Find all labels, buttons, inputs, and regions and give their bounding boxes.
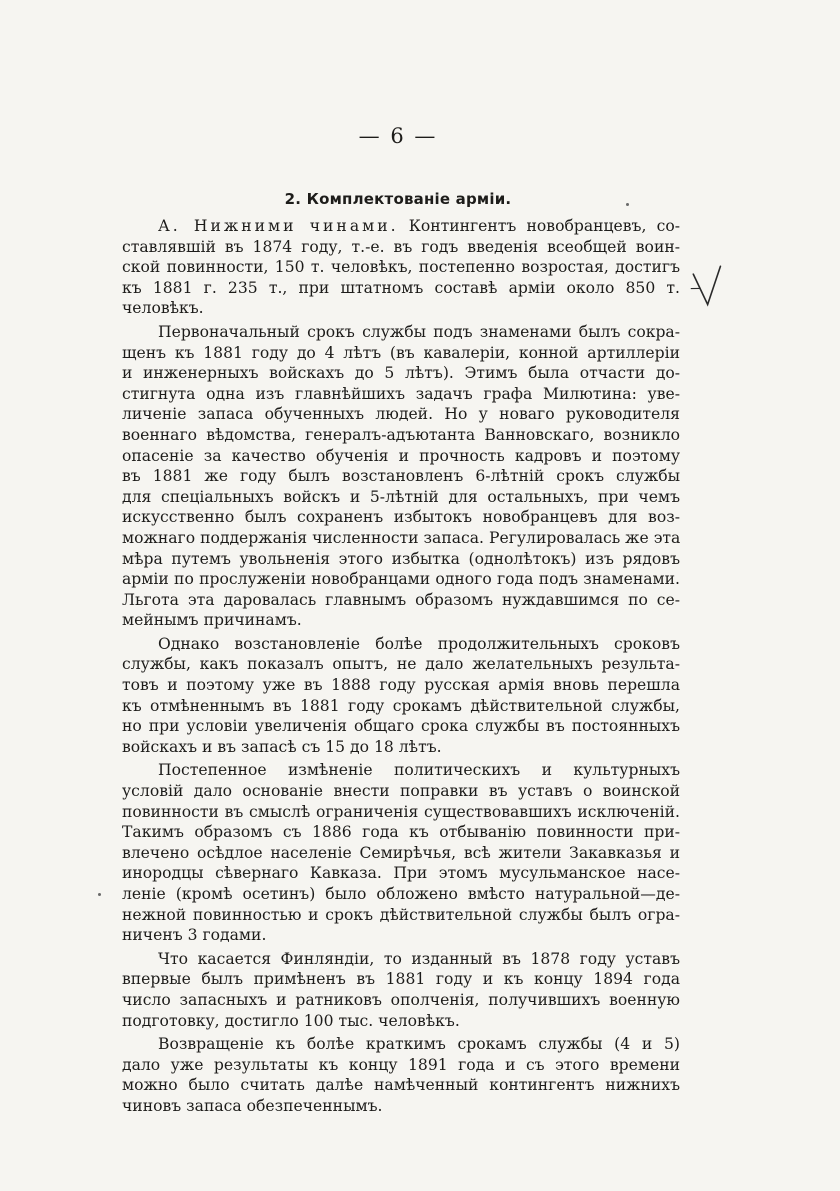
paragraph-4 xyxy=(122,760,680,945)
text-line: къ 1881 г. 235 т., при штатномъ составѣ арміи около 850 т. xyxy=(122,278,680,297)
text-line: впервые былъ примѣненъ въ 1881 году и къ концу 1894 года xyxy=(122,970,680,989)
text-line: повинности въ смыслѣ ограниченія существовавшихъ исключеній. xyxy=(122,802,680,821)
text-line: ской повинности, 150 т. человѣкъ, постепенно возростая, достигъ xyxy=(122,258,680,277)
text-line: условій дало основаніе внести поправки въ уставъ о воинской xyxy=(122,782,680,801)
text-line: Первоначальный срокъ службы подъ знаменами былъ сокра- xyxy=(158,322,680,341)
text-line: опасеніе за качество обученія и прочность кадровъ и поэтому xyxy=(122,446,680,465)
text-line: личеніе запаса обученныхъ людей. Но у новаго руководителя xyxy=(122,405,680,424)
text-line: подготовку, достигло 100 тыс. человѣкъ. xyxy=(122,1011,460,1030)
text-line: человѣкъ. xyxy=(122,299,204,318)
text-line: въ 1881 же году былъ возстановленъ 6-лѣтній срокъ службы xyxy=(122,467,680,486)
text-line: военнаго вѣдомства, генералъ-адъютанта Ванновскаго, возникло xyxy=(122,425,680,444)
text-line: Однако возстановленіе болѣе продолжительныхъ сроковъ xyxy=(158,634,680,653)
body-text xyxy=(122,216,680,1120)
paragraph-1 xyxy=(122,216,680,319)
text-line: службы, какъ показалъ опытъ, не дало желательныхъ результа- xyxy=(122,655,680,674)
text-line: но при условіи увеличенія общаго срока службы въ постоянныхъ xyxy=(122,717,680,736)
text-line: нежной повинностью и срокъ дѣйствительной службы былъ огра- xyxy=(122,905,680,924)
text-line: можно было считать далѣе намѣченный контингентъ нижнихъ xyxy=(122,1076,680,1095)
text-line: Такимъ образомъ съ 1886 года къ отбыванію повинности при- xyxy=(122,823,680,842)
paragraph-6 xyxy=(122,1034,680,1116)
text-line: мѣра путемъ увольненія этого избытка (однолѣтокъ) изъ рядовъ xyxy=(122,549,680,568)
text-line: инородцы сѣвернаго Кавказа. При этомъ мусульманское насе- xyxy=(122,864,680,883)
text-line: стигнута одна изъ главнѣйшихъ задачъ графа Милютина: уве- xyxy=(122,384,680,403)
text-line: ставлявшій въ 1874 году, т.-е. въ годъ введенія всеобщей воин- xyxy=(122,237,680,256)
text-line: искусственно былъ сохраненъ избытокъ новобранцевъ для воз- xyxy=(122,508,680,527)
text-line: дало уже результаты къ концу 1891 года и съ этого времени xyxy=(122,1055,680,1074)
text-line: къ отмѣненнымъ въ 1881 году срокамъ дѣйствительной службы, xyxy=(122,696,680,715)
text-line: А. Нижними чинами. Контингентъ новобранцевъ, со- xyxy=(158,217,680,235)
text-line: влечено осѣдлое населеніе Семирѣчья, всѣ жители Закавказья и xyxy=(122,843,680,862)
text-line: леніе (кромѣ осетинъ) было обложено вмѣсто натуральной—де- xyxy=(122,885,680,903)
paragraph-5 xyxy=(122,949,680,1031)
text-line: можнаго поддержанія численности запаса. Регулировалась же эта xyxy=(122,528,681,547)
paragraph-lead: А. Нижними чинами. xyxy=(158,217,399,235)
text-line: мейнымъ причинамъ. xyxy=(122,611,302,630)
text-line: число запасныхъ и ратниковъ ополченія, получившихъ военную xyxy=(122,990,680,1009)
text-line: Постепенное измѣненіе политическихъ и культурныхъ xyxy=(158,761,680,780)
section-heading: 2. Комплектованіе арміи. xyxy=(284,190,512,208)
text-line: товъ и поэтому уже въ 1888 году русская армія вновь перешла xyxy=(122,676,680,695)
paragraph-2 xyxy=(122,322,680,631)
text-line: войскахъ и въ запасѣ съ 15 до 18 лѣтъ. xyxy=(122,737,442,756)
text-line: Льгота эта даровалась главнымъ образомъ нуждавшимся по се- xyxy=(122,590,680,609)
text-line: чиновъ запаса обезпеченнымъ. xyxy=(122,1096,383,1115)
scan-speck xyxy=(98,893,101,896)
handwritten-check-mark-icon xyxy=(687,263,734,321)
text-line: Возвращеніе къ болѣе краткимъ срокамъ службы (4 и 5) xyxy=(158,1035,680,1054)
paragraph-3 xyxy=(122,634,680,758)
text-line: и инженерныхъ войскахъ до 5 лѣтъ). Этимъ была отчасти до- xyxy=(122,364,680,383)
text-line: арміи по прослуженіи новобранцами одного года подъ знаменами. xyxy=(122,570,680,589)
text-line: щенъ къ 1881 году до 4 лѣтъ (въ кавалеріи, конной артиллеріи xyxy=(122,343,680,362)
scan-speck xyxy=(626,203,629,206)
text-line: ниченъ 3 годами. xyxy=(122,926,267,945)
text-line: Что касается Финляндіи, то изданный въ 1878 году уставъ xyxy=(158,949,680,968)
page-number: — 6 — xyxy=(358,124,438,148)
text-line: для спеціальныхъ войскъ и 5-лѣтній для остальныхъ, при чемъ xyxy=(122,487,680,506)
